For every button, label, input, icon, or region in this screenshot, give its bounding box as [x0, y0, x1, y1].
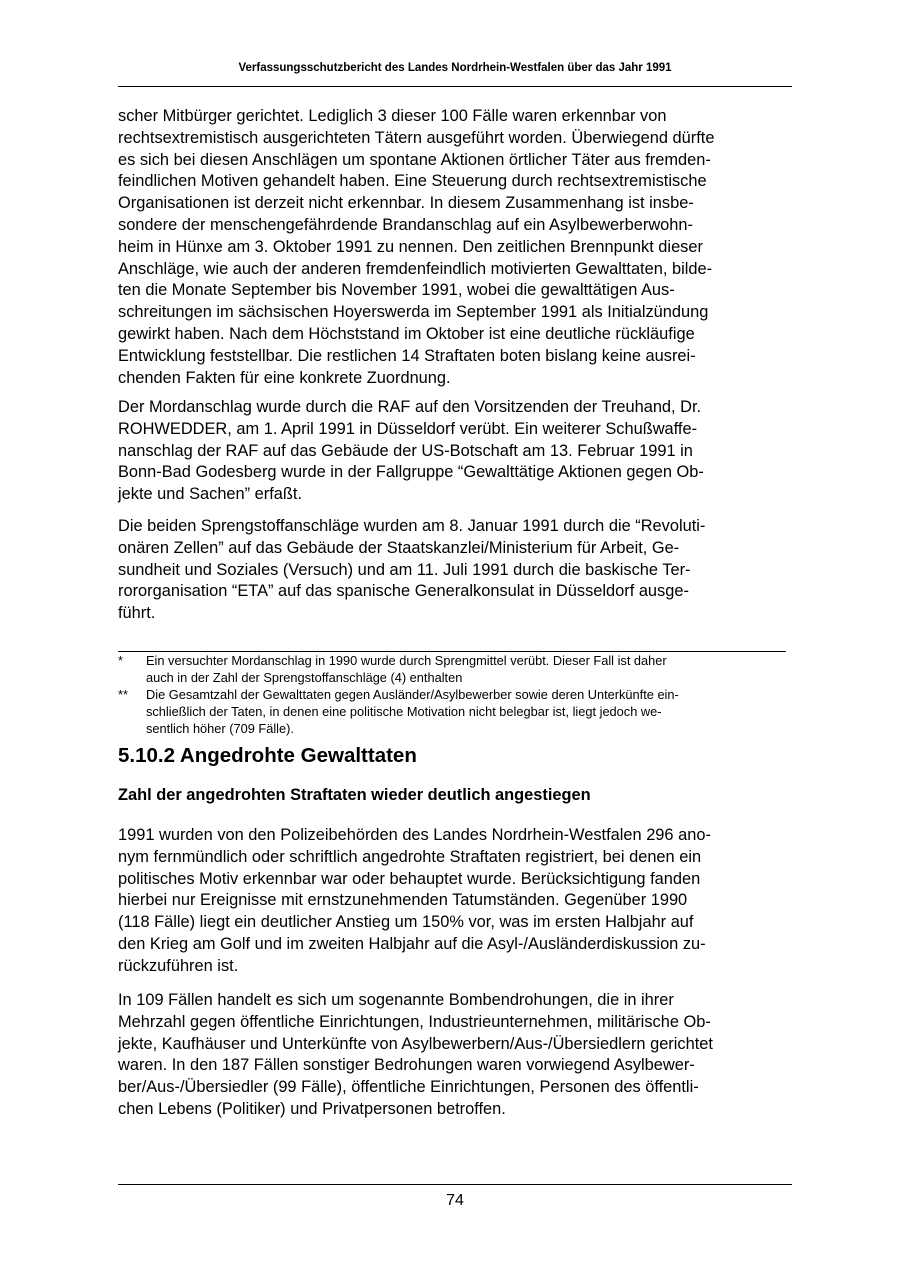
footnote-marker: **: [118, 687, 128, 702]
text-line: 1991 wurden von den Polizeibehörden des Landes Nordrhein-Westfalen 296 ano-: [118, 826, 711, 844]
text-line: (118 Fälle) liegt ein deutlicher Anstieg um 150% vor, was im ersten Halbjahr auf: [118, 913, 694, 932]
text-line: sundheit und Soziales (Versuch) und am 11. Juli 1991 durch die baskische Ter-: [118, 560, 691, 579]
text-line: sentlich höher (709 Fälle).: [146, 721, 294, 736]
text-line: feindlichen Motiven gehandelt haben. Eine Steuerung durch rechtsextremistische: [118, 172, 707, 191]
text-line: schreitungen im sächsischen Hoyerswerda im September 1991 als Initialzündung: [118, 303, 709, 322]
text-line: nanschlag der RAF auf das Gebäude der US-Botschaft am 13. Februar 1991 in: [118, 441, 693, 460]
text-line: In 109 Fällen handelt es sich um sogenannte Bombendrohungen, die in ihrer: [118, 991, 674, 1009]
text-line: hierbei nur Ereignisse mit ernstzunehmenden Tatumständen. Gegenüber 1990: [118, 891, 688, 910]
text-line: Anschläge, wie auch der anderen fremdenfeindlich motivierten Gewalttaten, bilde-: [118, 259, 713, 278]
paragraph-2: [118, 397, 786, 506]
footnote-text: [146, 652, 786, 686]
footnote-1: [118, 652, 786, 686]
text-line: Der Mordanschlag wurde durch die RAF auf den Vorsitzenden der Treuhand, Dr.: [118, 398, 702, 416]
text-line: Entwicklung feststellbar. Die restlichen 14 Straftaten boten bislang keine ausrei-: [118, 346, 696, 365]
text-line: nym fernmündlich oder schriftlich angedrohte Straftaten registriert, bei denen ein: [118, 847, 702, 866]
text-line: heim in Hünxe am 3. Oktober 1991 zu nennen. Den zeitlichen Brennpunkt dieser: [118, 237, 703, 256]
text-line: Ein versuchter Mordanschlag in 1990 wurde durch Sprengmittel verübt. Dieser Fall ist daher: [146, 653, 667, 668]
text-line: schließlich der Taten, in denen eine politische Motivation nicht belegbar ist, liegt jedoch we-: [146, 704, 662, 719]
paragraph-3: [118, 516, 786, 625]
footer-rule: [118, 1184, 792, 1185]
text-line: es sich bei diesen Anschlägen um spontane Aktionen örtlicher Täter aus fremden-: [118, 150, 711, 169]
text-line: rückzuführen ist.: [118, 956, 239, 975]
text-line: chen Lebens (Politiker) und Privatpersonen betroffen.: [118, 1099, 506, 1118]
paragraph-4: [118, 825, 786, 978]
text-line: ten die Monate September bis November 1991, wobei die gewalttätigen Aus-: [118, 281, 675, 300]
text-line: ROHWEDDER, am 1. April 1991 in Düsseldorf verübt. Ein weiterer Schußwaffe-: [118, 419, 698, 438]
text-line: auch in der Zahl der Sprengstoffanschläge (4) enthalten: [146, 670, 463, 685]
page-number: 74: [446, 1192, 464, 1209]
text-line: Organisationen ist derzeit nicht erkennbar. In diesem Zusammenhang ist insbe-: [118, 194, 694, 213]
text-line: ber/Aus-/Übersiedler (99 Fälle), öffentliche Einrichtungen, Personen des öffentli-: [118, 1078, 699, 1097]
text-line: rechtsextremistisch ausgerichteten Tätern ausgeführt worden. Überwiegend dürfte: [118, 128, 715, 147]
text-line: rororganisation “ETA” auf das spanische Generalkonsulat in Düsseldorf ausge-: [118, 582, 689, 601]
footnotes: [118, 652, 786, 737]
footnote-marker: *: [118, 653, 123, 668]
text-line: jekte, Kaufhäuser und Unterkünfte von Asylbewerbern/Aus-/Übersiedlern gerichtet: [118, 1034, 713, 1053]
text-line: führt.: [118, 604, 156, 623]
text-line: waren. In den 187 Fällen sonstiger Bedrohungen waren vorwiegend Asylbewer-: [118, 1056, 695, 1075]
text-line: politisches Motiv erkennbar war oder behauptet wurde. Berücksichtigung fanden: [118, 869, 701, 888]
text-line: sondere der menschengefährdende Brandanschlag auf ein Asylbewerberwohn-: [118, 215, 693, 234]
section-heading: 5.10.2 Angedrohte Gewalttaten: [118, 744, 417, 767]
text-line: Die Gesamtzahl der Gewalttaten gegen Ausländer/Asylbewerber sowie deren Unterkünfte ein-: [146, 687, 679, 702]
running-header: Verfassungsschutzbericht des Landes Nordrhein-Westfalen über das Jahr 1991: [238, 62, 672, 74]
text-line: chenden Fakten für eine konkrete Zuordnung.: [118, 368, 451, 387]
text-line: gewirkt haben. Nach dem Höchststand im Oktober ist eine deutliche rückläufige: [118, 324, 695, 343]
footnote-2: [118, 686, 786, 737]
text-line: jekte und Sachen” erfaßt.: [118, 485, 303, 504]
footnote-text: [146, 686, 786, 737]
header-rule: [118, 86, 792, 87]
text-line: Die beiden Sprengstoffanschläge wurden am 8. Januar 1991 durch die “Revoluti-: [118, 517, 706, 535]
paragraph-1: [118, 106, 786, 389]
paragraph-5: [118, 990, 786, 1121]
text-line: onären Zellen” auf das Gebäude der Staatskanzlei/Ministerium für Arbeit, Ge-: [118, 538, 680, 557]
sub-heading: Zahl der angedrohten Straftaten wieder deutlich angestiegen: [118, 786, 591, 804]
text-line: scher Mitbürger gerichtet. Lediglich 3 dieser 100 Fälle waren erkennbar von: [118, 107, 667, 125]
text-line: Bonn-Bad Godesberg wurde in der Fallgruppe “Gewalttätige Aktionen gegen Ob-: [118, 463, 704, 482]
text-line: den Krieg am Golf und im zweiten Halbjahr auf die Asyl-/Ausländerdiskussion zu-: [118, 934, 706, 953]
text-line: Mehrzahl gegen öffentliche Einrichtungen, Industrieunternehmen, militärische Ob-: [118, 1012, 711, 1031]
